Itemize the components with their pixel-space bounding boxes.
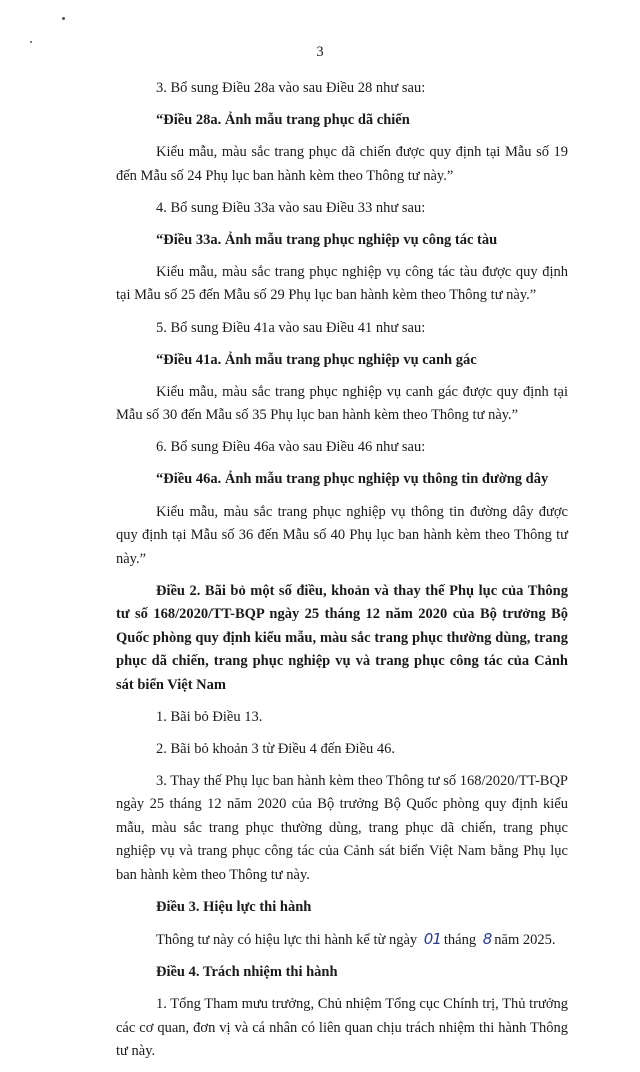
- paragraph: 1. Tổng Tham mưu trưởng, Chủ nhiệm Tổng cục Chính trị, Thủ trưởng các cơ quan, đơn vị và cá nhân có liên quan chịu trách nhiệm thi hành Thông tư này.: [116, 996, 568, 1060]
- paragraph: 4. Bổ sung Điều 33a vào sau Điều 33 như sau:: [156, 199, 426, 216]
- handwritten-month: 8: [482, 930, 492, 949]
- handwritten-day: 01: [423, 930, 441, 949]
- scan-speck: [62, 17, 65, 20]
- paragraph: Kiểu mẫu, màu sắc trang phục nghiệp vụ canh gác được quy định tại Mẫu số 30 đến Mẫu số 35 Phụ lục ban hành kèm theo Thông tư này.”: [116, 383, 568, 424]
- article-heading: Điều 4. Trách nhiệm thi hành: [156, 964, 338, 981]
- article-heading: “Điều 33a. Ảnh mẫu trang phục nghiệp vụ công tác tàu: [156, 231, 498, 248]
- article-heading: “Điều 41a. Ảnh mẫu trang phục nghiệp vụ canh gác: [156, 351, 477, 368]
- paragraph: 5. Bổ sung Điều 41a vào sau Điều 41 như sau:: [156, 319, 426, 336]
- article-heading: “Điều 28a. Ảnh mẫu trang phục dã chiến: [156, 112, 410, 129]
- effective-suffix: năm 2025.: [494, 932, 556, 949]
- scan-speck: [30, 41, 32, 43]
- document-body: [116, 77, 568, 1072]
- paragraph: Kiểu mẫu, màu sắc trang phục nghiệp vụ công tác tàu được quy định tại Mẫu số 25 đến Mẫu số 29 Phụ lục ban hành kèm theo Thông tư này.”: [116, 263, 568, 304]
- paragraph: 3. Thay thế Phụ lục ban hành kèm theo Thông tư số 168/2020/TT-BQP ngày 25 tháng 12 năm 2020 của Bộ trưởng Bộ Quốc phòng quy định kiểu mẫu, màu sắc trang phục thường dùng, trang phục dã chiến, trang phục nghiệp vụ và trang phục công tác của Cảnh sát biển Việt Nam bằng Phụ lục ban hành kèm theo Thông tư này.: [116, 772, 568, 883]
- article-heading: Điều 3. Hiệu lực thi hành: [156, 899, 312, 915]
- paragraph: 2. Bãi bỏ khoản 3 từ Điều 4 đến Điều 46.: [156, 740, 396, 757]
- effective-date-paragraph: [116, 928, 568, 953]
- article-heading: Điều 2. Bãi bỏ một số điều, khoản và thay thế Phụ lục của Thông tư số 168/2020/TT-BQP ngày 25 tháng 12 năm 2020 của Bộ trưởng Bộ Quốc phòng quy định kiểu mẫu, màu sắc trang phục thường dùng, trang phục dã chiến, trang phục nghiệp vụ và trang phục công tác của Cảnh sát biển Việt Nam: [116, 582, 568, 693]
- effective-prefix: Thông tư này có hiệu lực thi hành kể từ ngày: [156, 932, 418, 949]
- page-number: 3: [316, 44, 324, 60]
- paragraph: Kiểu mẫu, màu sắc trang phục dã chiến được quy định tại Mẫu số 19 đến Mẫu số 24 Phụ lục ban hành kèm theo Thông tư này.”: [116, 144, 568, 184]
- paragraph: 3. Bổ sung Điều 28a vào sau Điều 28 như sau:: [156, 80, 426, 96]
- paragraph: Kiểu mẫu, màu sắc trang phục nghiệp vụ thông tin đường dây được quy định tại Mẫu số 36 đến Mẫu số 40 Phụ lục ban hành kèm theo Thông tư này.”: [116, 503, 568, 567]
- paragraph: 1. Bãi bỏ Điều 13.: [156, 708, 263, 725]
- paragraph: 6. Bổ sung Điều 46a vào sau Điều 46 như sau:: [156, 439, 426, 456]
- article-heading: “Điều 46a. Ảnh mẫu trang phục nghiệp vụ thông tin đường dây: [156, 471, 549, 488]
- month-word: tháng: [443, 932, 477, 949]
